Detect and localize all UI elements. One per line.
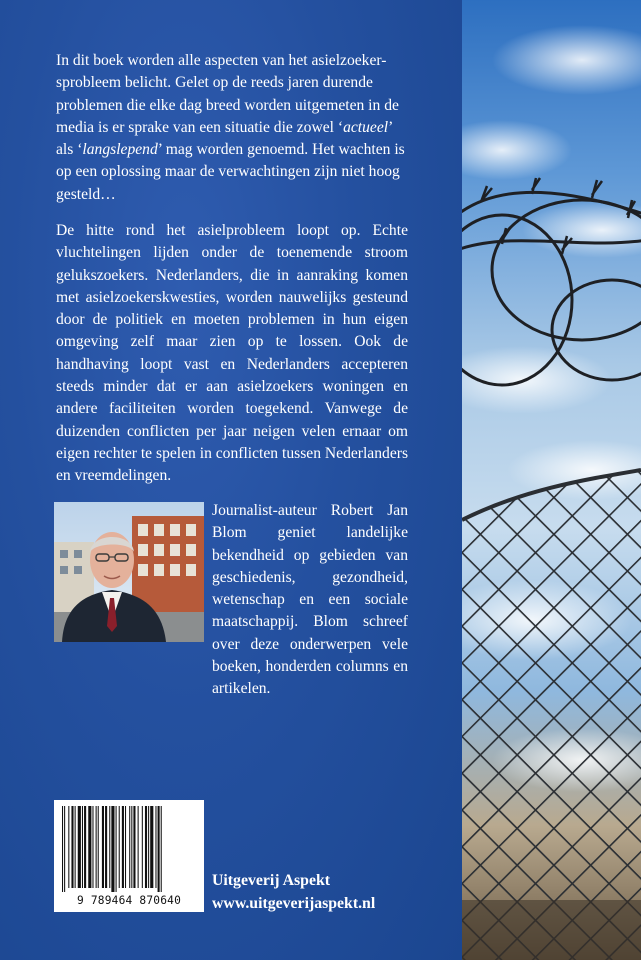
- author-bio: Journalist-auteur Robert Jan Blom geniet landelijke bekendheid op gebieden van geschiedenis, gezondheid, wetenschap en een sociale maatschappij. Blom schreef over deze onderwerpen vele boeken, honderden columns en artikelen.: [212, 502, 408, 698]
- barcode-bar: [62, 806, 63, 892]
- isbn-barcode: [54, 800, 204, 912]
- barcode-bar: [148, 806, 149, 888]
- barcode-bar: [122, 806, 124, 888]
- barcode-bar: [105, 806, 107, 888]
- barbed-wire-fence-photo: [462, 0, 641, 960]
- barcode-bar: [125, 806, 126, 888]
- barcode-bar: [68, 806, 69, 888]
- body-paragraph: De hitte rond het asielprobleem loopt op. Echte vluchtelingen lijden onder de toenemende stroom gelukszoekers. Nederlanders, die in aanraking komen met asielzoekerskwesties, worden nauwelijks gesteund door de politiek en moeten problemen in hun eigen omgeving zelf maar zien op te lossen. Ook de handhaving loopt vast en Nederlanders accepteren steeds minder dat er aan asielzoekers woningen en andere faciliteiten worden toegekend. Vanwege de duizenden conflicten per jaar neigen velen ernaar om eigen rechter te spelen in conflicten tussen Nederlanders en vreemdelingen.: [56, 222, 409, 485]
- publisher-url[interactable]: www.uitgeverijaspekt.nl: [212, 895, 376, 912]
- barcode-bar: [71, 806, 73, 888]
- intro-paragraph: [56, 50, 408, 206]
- isbn-digits: 9 789464 870640: [76, 894, 182, 907]
- barcode-bar: [109, 806, 110, 888]
- barcode-bar: [145, 806, 147, 888]
- publisher-name: Uitgeverij Aspekt: [212, 872, 331, 889]
- barcode-bar: [98, 806, 99, 888]
- barcode-bar: [150, 806, 153, 888]
- author-photo: [54, 502, 204, 642]
- intro-text-part-2: ’ als ‘: [56, 118, 393, 159]
- barcode-bar: [138, 806, 139, 888]
- barcode-bar: [129, 806, 130, 888]
- barcode-bar: [75, 806, 76, 888]
- barcode-bar: [96, 806, 97, 888]
- intro-emphasis-langslepend: langslepend: [82, 141, 158, 159]
- intro-text-part-1: In dit boek worden alle aspecten van het asielzoeker-sprobleem belicht. Gelet op de reeds jaren durende problemen die elke dag breed worden uitgemeten in de media is er sprake van een situatie die zowel ‘: [56, 52, 399, 136]
- barcode-bar: [111, 806, 114, 892]
- barcode-bar: [133, 806, 135, 888]
- barcode-bar: [131, 806, 132, 888]
- barcode-bar: [158, 806, 160, 892]
- barcode-bar: [142, 806, 143, 888]
- barcode-bar: [116, 806, 117, 892]
- barcode-bar: [88, 806, 91, 888]
- barcode-bars: [54, 800, 204, 892]
- barcode-bar: [119, 806, 120, 888]
- barcode-bar: [102, 806, 104, 888]
- barcode-bar: [161, 806, 162, 892]
- barcode-bar: [78, 806, 81, 888]
- barcode-bar: [155, 806, 156, 888]
- barcode-bar: [64, 806, 65, 892]
- barcode-bar: [92, 806, 93, 888]
- publisher-info: [212, 869, 375, 915]
- intro-text-part-3: ’ mag worden genoemd. Het wachten is op een oplossing maar de verwachtingen zijn niet hoog gesteld…: [56, 141, 405, 203]
- intro-emphasis-actueel: actueel: [343, 118, 389, 136]
- barcode-bar: [82, 806, 83, 888]
- barcode-bar: [84, 806, 86, 888]
